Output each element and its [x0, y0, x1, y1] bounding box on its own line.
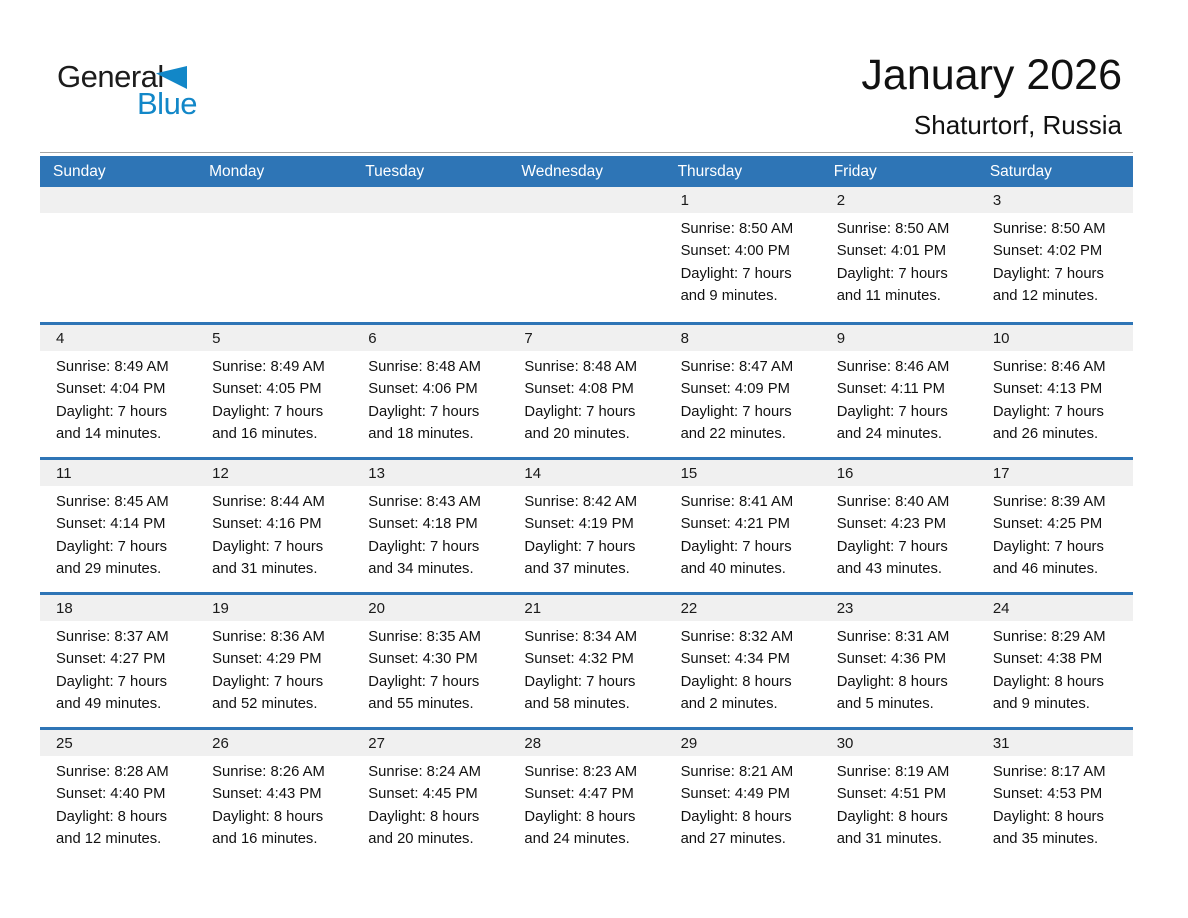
day-number-band	[821, 730, 977, 756]
week-row	[40, 322, 1133, 457]
empty-day-cell	[196, 187, 352, 322]
day-details	[508, 621, 664, 716]
week-row	[40, 727, 1133, 862]
sunrise-text: Sunrise: 8:37 AM	[56, 629, 169, 645]
sunrise-text: Sunrise: 8:49 AM	[212, 359, 325, 375]
day-details	[40, 486, 196, 581]
daylight-text: Daylight: 7 hours and 26 minutes.	[992, 403, 1104, 443]
page-title: January 2026	[861, 51, 1122, 99]
logo-blue-text: Blue	[137, 86, 198, 121]
day-details	[40, 621, 196, 716]
day-number-band	[821, 460, 977, 486]
day-number: 1	[680, 191, 689, 209]
day-details	[821, 213, 977, 308]
day-number: 8	[680, 329, 689, 347]
calendar-table	[40, 152, 1133, 862]
day-details	[977, 213, 1133, 308]
day-details	[40, 756, 196, 851]
week-row	[40, 457, 1133, 592]
day-number-band	[665, 460, 821, 486]
sunrise-text: Sunrise: 8:47 AM	[680, 359, 794, 375]
day-cell	[821, 730, 977, 862]
day-number: 6	[368, 329, 377, 347]
weekday-label: Friday	[833, 162, 877, 180]
day-number: 16	[836, 464, 854, 482]
empty-day-cell	[40, 187, 196, 322]
sunset-text: Sunset: 4:34 PM	[680, 651, 790, 668]
day-cell	[665, 730, 821, 862]
day-cell	[40, 730, 196, 862]
day-cell	[665, 187, 821, 322]
empty-day-cell	[352, 187, 508, 322]
day-cell	[352, 325, 508, 457]
day-details	[977, 756, 1133, 851]
day-number-band	[352, 187, 508, 213]
day-cell	[508, 730, 664, 862]
day-details	[508, 213, 664, 218]
daylight-text: Daylight: 7 hours and 14 minutes.	[56, 403, 168, 443]
weekday-label: Wednesday	[521, 162, 603, 180]
day-number: 25	[56, 734, 73, 752]
daylight-text: Daylight: 7 hours and 11 minutes.	[836, 265, 948, 305]
sunrise-text: Sunrise: 8:35 AM	[368, 629, 481, 645]
day-number: 23	[836, 599, 854, 617]
day-details	[508, 486, 664, 581]
day-details	[352, 351, 508, 446]
daylight-text: Daylight: 8 hours and 20 minutes.	[368, 808, 480, 848]
day-cell	[352, 595, 508, 727]
day-number-band	[665, 187, 821, 213]
sunset-text: Sunset: 4:06 PM	[368, 381, 478, 398]
sunset-text: Sunset: 4:19 PM	[524, 516, 634, 533]
weekday-header-saturday	[977, 156, 1133, 187]
day-number: 27	[368, 734, 385, 752]
day-number-band	[508, 730, 664, 756]
sunset-text: Sunset: 4:21 PM	[680, 516, 790, 533]
day-cell	[665, 460, 821, 592]
day-details	[352, 486, 508, 581]
day-number: 26	[212, 734, 229, 752]
sunrise-text: Sunrise: 8:40 AM	[836, 494, 950, 510]
day-number: 12	[212, 464, 229, 482]
daylight-text: Daylight: 8 hours and 9 minutes.	[992, 673, 1104, 713]
sunrise-text: Sunrise: 8:46 AM	[992, 359, 1106, 375]
day-number: 13	[368, 464, 385, 482]
daylight-text: Daylight: 7 hours and 40 minutes.	[680, 538, 792, 578]
daylight-text: Daylight: 7 hours and 58 minutes.	[524, 673, 636, 713]
day-number-band	[196, 325, 352, 351]
day-number-band	[40, 595, 196, 621]
sunrise-text: Sunrise: 8:31 AM	[836, 629, 950, 645]
day-number-band	[40, 460, 196, 486]
day-number: 29	[680, 734, 698, 752]
daylight-text: Daylight: 7 hours and 49 minutes.	[56, 673, 168, 713]
daylight-text: Daylight: 8 hours and 12 minutes.	[56, 808, 168, 848]
sunset-text: Sunset: 4:43 PM	[212, 786, 322, 803]
daylight-text: Daylight: 7 hours and 37 minutes.	[524, 538, 636, 578]
sunrise-text: Sunrise: 8:49 AM	[56, 359, 169, 375]
sunset-text: Sunset: 4:13 PM	[992, 381, 1103, 398]
daylight-text: Daylight: 7 hours and 9 minutes.	[680, 265, 792, 305]
sunrise-text: Sunrise: 8:26 AM	[212, 764, 325, 780]
day-cell	[977, 187, 1133, 322]
day-details	[665, 213, 821, 308]
day-cell	[196, 595, 352, 727]
header-divider	[40, 152, 1133, 153]
sunset-text: Sunset: 4:36 PM	[836, 651, 947, 668]
daylight-text: Daylight: 7 hours and 18 minutes.	[368, 403, 480, 443]
day-number: 17	[992, 464, 1010, 482]
day-cell	[665, 325, 821, 457]
daylight-text: Daylight: 7 hours and 22 minutes.	[680, 403, 792, 443]
day-details	[196, 351, 352, 446]
sunrise-text: Sunrise: 8:28 AM	[56, 764, 169, 780]
sunrise-text: Sunrise: 8:46 AM	[836, 359, 950, 375]
weekday-header-monday	[196, 156, 352, 187]
sunset-text: Sunset: 4:30 PM	[368, 651, 478, 668]
weekday-label: Sunday	[53, 162, 106, 180]
day-number: 28	[524, 734, 542, 752]
day-cell	[821, 187, 977, 322]
day-cell	[40, 325, 196, 457]
daylight-text: Daylight: 7 hours and 20 minutes.	[524, 403, 636, 443]
day-number: 24	[992, 599, 1010, 617]
day-number: 3	[992, 191, 1002, 209]
sunrise-text: Sunrise: 8:21 AM	[680, 764, 794, 780]
day-details	[665, 351, 821, 446]
sunrise-text: Sunrise: 8:44 AM	[212, 494, 325, 510]
logo-general-text: General	[57, 59, 164, 94]
weekday-header-sunday	[40, 156, 196, 187]
daylight-text: Daylight: 8 hours and 16 minutes.	[212, 808, 324, 848]
day-number-band	[821, 325, 977, 351]
daylight-text: Daylight: 7 hours and 12 minutes.	[992, 265, 1104, 305]
day-number: 18	[56, 599, 73, 617]
sunrise-text: Sunrise: 8:36 AM	[212, 629, 325, 645]
sunrise-text: Sunrise: 8:48 AM	[368, 359, 481, 375]
weekday-label: Tuesday	[365, 162, 425, 180]
daylight-text: Daylight: 8 hours and 2 minutes.	[680, 673, 792, 713]
sunrise-text: Sunrise: 8:43 AM	[368, 494, 481, 510]
day-details	[977, 486, 1133, 581]
daylight-text: Daylight: 8 hours and 27 minutes.	[680, 808, 792, 848]
daylight-text: Daylight: 8 hours and 35 minutes.	[992, 808, 1104, 848]
sunset-text: Sunset: 4:09 PM	[680, 381, 790, 398]
day-number: 11	[56, 464, 72, 482]
day-number-band	[665, 730, 821, 756]
daylight-text: Daylight: 7 hours and 24 minutes.	[836, 403, 948, 443]
day-cell	[821, 460, 977, 592]
day-cell	[196, 730, 352, 862]
sunset-text: Sunset: 4:11 PM	[836, 381, 945, 398]
week-row	[40, 592, 1133, 727]
day-details	[821, 351, 977, 446]
day-cell	[352, 730, 508, 862]
sunrise-text: Sunrise: 8:42 AM	[524, 494, 638, 510]
day-number-band	[40, 730, 196, 756]
daylight-text: Daylight: 7 hours and 52 minutes.	[212, 673, 324, 713]
sunset-text: Sunset: 4:29 PM	[212, 651, 322, 668]
sunset-text: Sunset: 4:47 PM	[524, 786, 634, 803]
day-cell	[40, 595, 196, 727]
day-details	[665, 756, 821, 851]
day-number: 4	[56, 329, 65, 347]
daylight-text: Daylight: 7 hours and 29 minutes.	[56, 538, 168, 578]
day-number-band	[352, 460, 508, 486]
empty-day-cell	[508, 187, 664, 322]
day-details	[196, 756, 352, 851]
day-cell	[977, 460, 1133, 592]
day-cell	[821, 595, 977, 727]
sunrise-text: Sunrise: 8:29 AM	[992, 629, 1106, 645]
sunrise-text: Sunrise: 8:41 AM	[680, 494, 794, 510]
day-number-band	[977, 460, 1133, 486]
day-number: 7	[524, 329, 533, 347]
sunset-text: Sunset: 4:18 PM	[368, 516, 478, 533]
daylight-text: Daylight: 7 hours and 16 minutes.	[212, 403, 324, 443]
weekday-label: Thursday	[677, 162, 743, 180]
sunset-text: Sunset: 4:02 PM	[992, 243, 1103, 260]
day-details	[977, 351, 1133, 446]
day-number-band	[508, 325, 664, 351]
day-number-band	[196, 595, 352, 621]
day-cell	[508, 325, 664, 457]
day-number-band	[352, 595, 508, 621]
day-number-band	[196, 730, 352, 756]
day-number-band	[665, 325, 821, 351]
day-number-band	[665, 595, 821, 621]
day-cell	[821, 325, 977, 457]
sunset-text: Sunset: 4:51 PM	[836, 786, 947, 803]
sunset-text: Sunset: 4:45 PM	[368, 786, 478, 803]
day-number: 22	[680, 599, 698, 617]
page-subtitle: Shaturtorf, Russia	[913, 110, 1122, 140]
day-details	[821, 486, 977, 581]
sunrise-text: Sunrise: 8:17 AM	[992, 764, 1106, 780]
daylight-text: Daylight: 7 hours and 55 minutes.	[368, 673, 480, 713]
day-details	[352, 621, 508, 716]
day-cell	[508, 595, 664, 727]
sunset-text: Sunset: 4:08 PM	[524, 381, 634, 398]
sunset-text: Sunset: 4:04 PM	[56, 381, 166, 398]
day-number-band	[977, 187, 1133, 213]
day-cell	[508, 460, 664, 592]
weekday-header-thursday	[665, 156, 821, 187]
day-cell	[977, 325, 1133, 457]
day-number-band	[40, 325, 196, 351]
sunrise-text: Sunrise: 8:24 AM	[368, 764, 481, 780]
sunrise-text: Sunrise: 8:34 AM	[524, 629, 638, 645]
day-number: 30	[836, 734, 854, 752]
day-number-band	[508, 595, 664, 621]
day-number-band	[508, 187, 664, 213]
day-details	[196, 486, 352, 581]
day-details	[508, 351, 664, 446]
sunrise-text: Sunrise: 8:32 AM	[680, 629, 794, 645]
day-details	[40, 213, 196, 218]
day-number-band	[352, 730, 508, 756]
sunset-text: Sunset: 4:23 PM	[836, 516, 947, 533]
sunrise-text: Sunrise: 8:45 AM	[56, 494, 169, 510]
day-number: 2	[836, 191, 846, 209]
sunset-text: Sunset: 4:49 PM	[680, 786, 790, 803]
day-details	[40, 351, 196, 446]
week-row	[40, 187, 1133, 322]
day-number-band	[196, 187, 352, 213]
sunset-text: Sunset: 4:38 PM	[992, 651, 1103, 668]
sunset-text: Sunset: 4:05 PM	[212, 381, 322, 398]
day-cell	[40, 460, 196, 592]
day-number-band	[977, 595, 1133, 621]
day-details	[821, 756, 977, 851]
daylight-text: Daylight: 7 hours and 43 minutes.	[836, 538, 948, 578]
daylight-text: Daylight: 7 hours and 46 minutes.	[992, 538, 1104, 578]
day-number-band	[508, 460, 664, 486]
daylight-text: Daylight: 8 hours and 5 minutes.	[836, 673, 948, 713]
day-number: 19	[212, 599, 229, 617]
sunset-text: Sunset: 4:40 PM	[56, 786, 166, 803]
sunset-text: Sunset: 4:27 PM	[56, 651, 166, 668]
day-number-band	[196, 460, 352, 486]
sunrise-text: Sunrise: 8:50 AM	[992, 221, 1106, 237]
daylight-text: Daylight: 8 hours and 31 minutes.	[836, 808, 948, 848]
weekday-header-row	[40, 156, 1133, 187]
day-number-band	[40, 187, 196, 213]
day-details	[977, 621, 1133, 716]
title-block	[861, 50, 1122, 140]
weekday-label: Monday	[209, 162, 265, 180]
sunrise-text: Sunrise: 8:48 AM	[524, 359, 638, 375]
day-details	[352, 756, 508, 851]
sunrise-text: Sunrise: 8:39 AM	[992, 494, 1106, 510]
sunrise-text: Sunrise: 8:50 AM	[680, 221, 794, 237]
daylight-text: Daylight: 7 hours and 31 minutes.	[212, 538, 324, 578]
day-details	[196, 213, 352, 218]
day-number: 9	[836, 329, 846, 347]
sunset-text: Sunset: 4:14 PM	[56, 516, 166, 533]
daylight-text: Daylight: 8 hours and 24 minutes.	[524, 808, 636, 848]
sunset-text: Sunset: 4:32 PM	[524, 651, 634, 668]
sunset-text: Sunset: 4:25 PM	[992, 516, 1103, 533]
sunrise-text: Sunrise: 8:50 AM	[836, 221, 950, 237]
weekday-header-friday	[821, 156, 977, 187]
day-details	[508, 756, 664, 851]
day-number-band	[977, 325, 1133, 351]
day-cell	[665, 595, 821, 727]
day-details	[352, 213, 508, 218]
day-cell	[977, 730, 1133, 862]
day-details	[665, 621, 821, 716]
day-details	[665, 486, 821, 581]
calendar-grid	[40, 187, 1133, 862]
day-number: 15	[680, 464, 698, 482]
day-details	[821, 621, 977, 716]
day-cell	[977, 595, 1133, 727]
weekday-header-tuesday	[352, 156, 508, 187]
day-number: 14	[524, 464, 542, 482]
sunset-text: Sunset: 4:01 PM	[836, 243, 947, 260]
day-number: 21	[524, 599, 542, 617]
sunrise-text: Sunrise: 8:19 AM	[836, 764, 950, 780]
weekday-header-wednesday	[508, 156, 664, 187]
sunset-text: Sunset: 4:53 PM	[992, 786, 1103, 803]
day-number: 5	[212, 329, 221, 347]
day-number-band	[821, 187, 977, 213]
daylight-text: Daylight: 7 hours and 34 minutes.	[368, 538, 480, 578]
day-cell	[196, 460, 352, 592]
day-number: 10	[992, 329, 1010, 347]
sunrise-text: Sunrise: 8:23 AM	[524, 764, 638, 780]
day-cell	[352, 460, 508, 592]
day-details	[196, 621, 352, 716]
day-number-band	[821, 595, 977, 621]
sunset-text: Sunset: 4:00 PM	[680, 243, 790, 260]
weekday-label: Saturday	[989, 162, 1052, 180]
day-cell	[196, 325, 352, 457]
day-number: 31	[992, 734, 1010, 752]
day-number-band	[977, 730, 1133, 756]
general-blue-logo	[57, 60, 227, 122]
sunset-text: Sunset: 4:16 PM	[212, 516, 322, 533]
day-number-band	[352, 325, 508, 351]
day-number: 20	[368, 599, 385, 617]
